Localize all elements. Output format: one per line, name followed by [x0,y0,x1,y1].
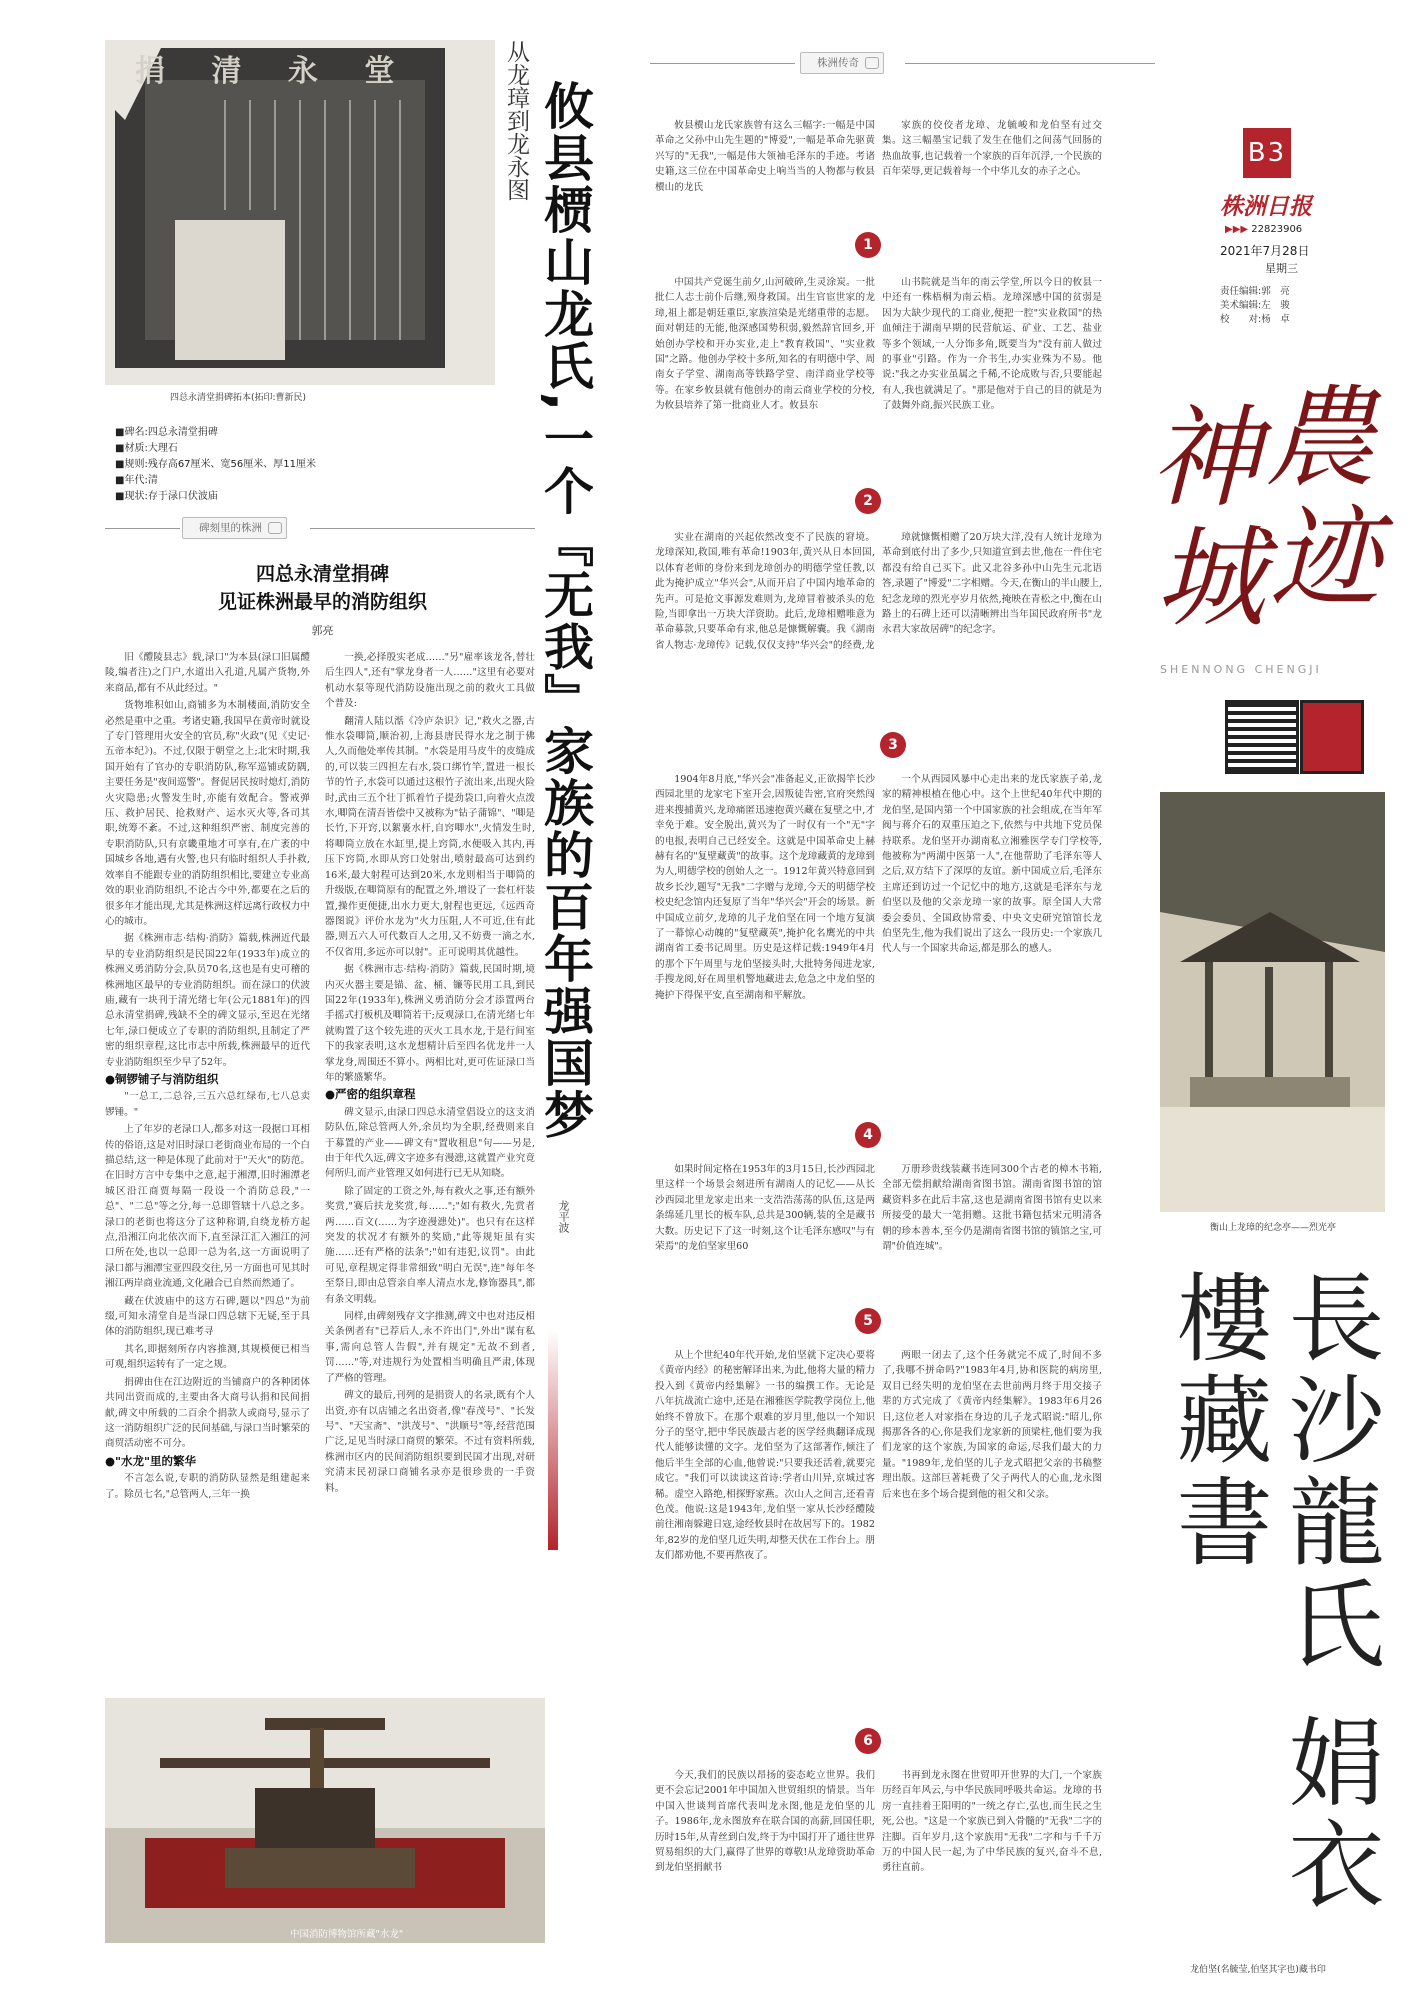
section-number-4: 4 [855,1122,881,1148]
column-title-char: 神 [1150,394,1260,522]
main-headline: 攸县槚山龙氏,一个『无我』家族的百年强国梦 [536,80,594,1141]
spec-item: ■碑名:四总永清堂捐碑 [115,427,218,438]
main-divider [650,63,795,64]
section-1-col1: 中国共产党诞生前夕,山河破碎,生灵涂炭。一批批仁人志士前仆后继,殒身救国。出生官宦世家的龙璋,祖上都是朝廷重臣,家族渲染是光绪重带的志愿。面对朝廷的无能,他深感国势积弱,毅然辞官回乡,开始创办学校和开办实业,走上"教育救国"、"实业救国"之路。他创办学校十多所,知名的有明德中学、周南女子学堂、湖南高等铁路学堂、南洋商业学校等等。在家乡攸县就有他创办的南云商业学校的分校,为攸县培养了第一批商业人才。攸县东 [655,277,875,412]
water-dragon-image [105,1698,545,1943]
section-2-col2: 璋就慷慨相赠了20万块大洋,没有人统计龙璋为革命到底付出了多少,只知道宣到去世,他在一件住宅都没有给自己买下。此又北谷多孙中山先生元北语答,录题了"博爱"二字相赠。今天,在衡山的半山腰上,纪念龙璋的烈光亭岁月依然,掩映在青松之中,衡在山路上的石碑上还可以清晰辨出当年国民政府所书"龙永君大家故居碑"的纪念字。 [882,532,1102,636]
section-2-col1: 实业在湖南的兴起依然改变不了民族的窘境。龙璋深知,救国,唯有革命!1903年,黄兴从日本回国,以体育老师的身份来到龙璋创办的明德学堂任教,以此为掩护成立"华兴会",从而开启了中国内地革命的先声。可是抢文事源发难则为,龙璋冒着被杀头的危险,当即拿出一万块大洋资助。此后,龙璋相赠唯意为革命募款,只要革命有求,他总是慷慨解囊。我《湖南省人物志·龙璋传》记载,仅仅支持"华兴会"的经费,龙 [655,532,875,651]
section-tag-main: 株洲传奇 [800,52,884,74]
staff-list: 责任编辑:郭 亮 美术编辑:左 骏 校 对:杨 卓 [1220,286,1290,325]
seal-caption: 龙伯坚(名毓莹,伯坚其字也)藏书印 [1190,1965,1326,1975]
main-divider-2 [905,63,1155,64]
pavilion-image [1160,792,1385,1212]
section-5-col1: 从上个世纪40年代开始,龙伯坚就下定决心要将《黄帝内经》的秘密解译出来,为此,他将大量的精力投入到《黄帝内经集解》一书的编撰工作。无论是八年抗战流亡途中,还是在湘雅医学院教学岗位上,他始终不曾放下。在那个艰难的岁月里,他以一个知识分子的坚守,把中华民族最古老的医学经典翻译成现代人能够读懂的文字。龙伯坚为了这部著作,倾注了他后半生全部的心血,他曾说:"只要我还活着,就要完成它。"我们可以读读这首诗:学者山川异,京城过客稀。虚空入路绝,相探野家燕。次山人之间言,还看青色茂。他说:这是1943年,龙伯坚一家从长沙经醴陵前往湘南躲避日寇,途经攸县时在故居写下的。1982年,82岁的龙伯坚几近失明,却整天伏在工作台上。朋友们都劝他,不要再熬夜了。 [655,1350,875,1562]
stele-rubbing-photo [105,40,495,385]
pavilion-caption: 衡山上龙璋的纪念亭——烈光亭 [1210,1223,1337,1233]
spec-item: ■材质:大理石 [115,443,178,454]
seal-text: 長沙龍氏 娟衣樓藏書 [1161,1268,1385,1917]
column-title-char: 農 [1265,374,1375,502]
stele-rubbing-text: 捐 清 永 堂 [135,54,413,89]
issue-weekday: 星期三 [1265,262,1298,275]
main-intro-col2: 家族的佼佼者龙璋、龙毓峻和龙伯坚有过交集。这三幅墨宝记载了发生在他们之间荡气回肠的热血故事,也记载着一个家族的百年沉浮,一个民族的百年荣辱,更记载着每一个中华儿女的赤子之心。 [882,120,1102,178]
main-author: 龙平波 [557,1200,570,1233]
water-dragon-photo [105,1698,545,1943]
section-number-3: 3 [880,732,906,758]
spec-item: ■规则:残存高67厘米、宽56厘米、厚11厘米 [115,459,316,470]
subhead: ●严密的组织章程 [325,1087,416,1102]
stele-rubbing-image [105,40,495,385]
section-number-2: 2 [855,488,881,514]
section-4-col1: 如果时间定格在1953年的3月15日,长沙西园北里这样一个场景会刻进所有湖南人的记忆——从长沙西园北里龙家走出来一支浩浩荡荡的队伍,这是两条绵延几里长的板车队,总共是300辆,装的全是藏书大数。历史记下了这一时刻,这个让毛泽东感叹"与有荣焉"的龙伯坚家里60 [655,1164,875,1253]
section-6-col2: 书再到龙永图在世贸叩开世界的大门,一个家族历经百年风云,与中华民族同呼吸共命运。龙璋的书房一直挂着王阳明的"一统之存亡,弘也,而生民之生死,公也。"这是一个家族已到入骨髓的"无我"二字的注脚。百年岁月,这个家族用"无我"二字和与千千万万的中国人民一起,为了中华民族的复兴,奋斗不息,勇往直前。 [882,1770,1102,1874]
left-article-col2: 一换,必择殷实老成……"另"雇率该龙各,替壮后生四人",还有"掌龙身者一人……"这里有必要对机动水泵等现代消防设施出现之前的救火工具做个普及: 翻清人陆以湉《冷庐杂识》记,"救火之器,古惟水袋唧筒,顺治初,上海县唐民得水龙之制于佛人,久而他处率传其制。"水袋是用马皮牛的皮缝成的,可以装三四担左右水,袋口绑竹竿,置进一根长节的竹子,水袋可以通过这根竹子流出来,出现火险时,武由三五个壮丁抓着竹子提劲袋口,向着火点泼水,唧筒在清吾皆偿中又被称为"钻子蒲锦"、"唧是长竹,下开窍,以絮裹水杆,自窍唧水",火情发生时,将唧筒立放在水缸里,提上窍筒,水便吸入其内,再压下窍筒,水即从窍口处射出,喷射最高可达到约16米,最大射程可达到20米,水龙则相当于唧筒的升级版,在唧筒原有的配置之外,增设了一套杠杆装置,操作更便捷,出水力更大,射程也更远,《远西奇器图说》评价水龙为"火力压阻,人不可近,住有此器,则五六人可代数百人之用,又不妨费一滴之水,不仅省用,多远亦可以射"。正可说明其优越性。 据《株洲市志·结构·消防》篇载,民国时期,境内灭火器主要是锚、盆、桶、镰等民用工具,到民国22年(1933年),株洲义勇消防分会才添置两台手摇式打板机及唧筒若干;反观渌口,在清光绪七年就购置了这个较先进的灭火工具水龙,于是行间室下的我家表明,这水龙想精计后至四名优龙井一人掌龙身,周围还不算小。两相比对,更可佐证渌口当年的繁盛繁华。 ●严密的组织章程 碑文显示,由渌口四总永清堂倡设立的这支消防队伍,除总管两人外,余员均为全职,经费则来自于募置的产业——碑文有"置收租息"句——另是,由于年代久远,碑文字迹多有漫漶,这就置产业究竟何所归,而产业管理又如何进行已无从知晓。 除了固定的工资之外,每有救火之事,还有额外奖赏,"赛后扶龙奖赏,每……";"如有救火,先赏者两……百文(……为字迹漫漶处)"。也只有在这样突发的状况才有额外的奖励,"此等规矩虽有实施……还有严格的法条";"如有违犯,议罚"。由此可见,章程规定得非常细致"明白无误",连"每年冬至祭日,即由总管亲自率人清点水龙,修饰器具",都有条文明载。 同样,由碑刻残存文字推测,碑文中也对违反相关条例者有"已荐后人,永不许出门",外出"谋有私事,需向总管人告假",并有规定"无故不到者,罚……"等,对违规行为处置相当明确且严肃,体现了严格的管理。 碑文的最后,刊列的是捐资人的名录,既有个人出资,亦有以店铺之名出资者,像"春茂号"、"长发号"、"天宝斋"、"洪茂号"、"洪顺号"等,经营范围广泛,足见当时渌口商贸的繁荣。不过有资料所载,株洲市区内的民间消防组织要到民国才出现,对研究清末民初渌口商铺名录亦是很珍贵的一手资料。 [325,652,535,1494]
seal-calligraphy [1160,1258,1385,1948]
section-4-col2: 万册珍贵线装藏书连同300个古老的樟木书箱,全部无偿捐献给湖南省图书馆。湖南省图书馆的馆藏资料多在此后丰富,这也是湖南省图书馆有史以来所接受的最大一笔捐赠。这批书籍包括宋元明清各朝的珍本善本,至今仍是湖南省图书馆的镇馆之宝,可谓"价值连城"。 [882,1164,1102,1253]
column-title-char: 城 [1155,514,1265,642]
left-title-line1: 四总永清堂捐碑 [255,563,389,585]
headline-gradient-bar [548,1330,558,1550]
water-dragon-caption: 中国消防博物馆所藏"水龙" [290,1929,404,1940]
left-divider-2 [310,528,535,529]
column-pinyin: SHENNONG CHENGJI [1160,663,1322,676]
section-tag-left: 碑刻里的株洲 [182,517,287,539]
section-6-col1: 今天,我们的民族以昂扬的姿态屹立世界。我们更不会忘记2001年中国加入世贸组织的情景。当年中国入世谈判首席代表叫龙永图,他是龙伯坚的儿子。1986年,龙永图放弃在联合国的高薪,回国任职,历时15年,从青丝到白发,终于为中国打开了通往世界贸易组织的大门,赢得了世界的尊敬!从龙璋资助革命到龙伯坚捐献书 [655,1770,875,1874]
spec-item: ■现状:存于渌口伏波庙 [115,491,218,502]
issue-date: 2021年7月28日 [1220,244,1310,258]
section-1-col2: 山书院就是当年的南云学堂,所以今日的攸县一中还有一株梧桐为南云梧。龙璋深感中国的贫弱是因为大缺少现代的工商业,便把一腔"实业救国"的热血倾注于湖南早期的民营航运、矿业、工艺、盐业等多个领域,一人分饰多角,既要当为"没有前人做过的事业"引路。作为一介书生,办实业殊为不易。他说:"我之办实业虽属之千稀,不论成败与否,只要能起有人,我也就满足了。"那是他对于自己的目的就是为了鼓舞外商,振兴民族工业。 [882,277,1102,412]
left-title-line2: 见证株洲最早的消防组织 [217,591,427,613]
subhead: ●铜锣铺子与消防组织 [105,1071,219,1086]
phone-row [1225,224,1302,235]
section-5-col2: 两眼一闭去了,这个任务就完不成了,时间不多了,我哪不拼命吗?"1983年4月,协和医院的病房里,双目已经失明的龙伯坚在去世前两月终于用交接子辈的方式完成了《黄帝内经集解》。1983年6月26日,这位老人对家指在身边的儿子龙式昭说:"昭儿,你揭那各各的心,你是我们龙家新的顶梁柱,他们要为我们龙家的这个家族,为国家的命运,尽我们最大的力量。"1989年,龙伯坚的儿子龙式昭把父亲的书稿整理出版。这部巨著耗费了父子两代人的心血,龙永图后来也在多个场合提到他的祖父和父亲。 [882,1350,1102,1500]
paper-name: 株洲日报 [1220,193,1312,220]
left-article-author: 郭亮 [311,624,334,637]
qr-code-2[interactable] [1300,700,1364,774]
section-number-1: 1 [855,232,881,258]
phone-number: 22823906 [1251,224,1303,235]
section-number-6: 6 [855,1728,881,1754]
qr-code[interactable] [1225,700,1299,774]
section-3-col1: 1904年8月底,"华兴会"准备起义,正欲揭竿长沙西园北里的龙家宅下室开会,因叛徒告密,官府突然闯进来搜捕黄兴,龙璋痛匿迅速抱黄兴藏在复壁之中,才幸免于难。安全脱出,黄兴为了一时仅有一个"无"字的电报,表明自己已经安全。这就是中国革命史上赫赫有名的"复壁藏黄"的故事。这个龙璋藏黄的龙璋到为人,明德学校的创始人之一。1912年黄兴特意回到故乡长沙,题写"无我"二字赠与龙璋,今天的明德学校校史纪念馆内还复原了当年"华兴会"开会的场景。新中国成立前夕,龙璋的儿子龙伯坚在同一个地方复演了一幕惊心动魄的"复壁藏英",掩护化名鹰光的中共湖南省工委书记周里。历史是这样记载:1949年4月的那个下午周里与龙伯坚接头时,大批特务闯进龙家,手搜龙阅,好在周里机警地藏进去,危急之中龙伯坚的掩护下得保平安,直至湖南和平解放。 [655,774,875,1001]
left-divider [105,528,180,529]
page-number-badge: B3 [1243,128,1291,178]
main-kicker: 从龙璋到龙永图 [503,40,529,201]
column-title [1140,350,1390,642]
stele-specs [115,425,316,505]
section-number-5: 5 [855,1308,881,1334]
stele-caption: 四总永清堂捐碑拓本(拓印:曹新民) [170,393,307,403]
pavilion-photo [1160,792,1385,1212]
left-article-title [100,560,545,616]
column-title-char: 迹 [1270,494,1380,622]
arrow-icon: ▶▶▶ [1225,224,1249,235]
main-intro-col1: 攸县槚山龙氏家族曾有这么三幅字:一幅是中国革命之父孙中山先生题的"博爱",一幅是革命先驱黄兴写的"无我",一幅是伟大领袖毛泽东的手迹。考诸史籍,这三位在中国革命史上响当当的人物都与攸县槚山的龙氏 [655,120,875,193]
left-article-col1: 旧《醴陵县志》载,渌口"为本县(渌口旧属醴陵,编者注)之门户,水道出入孔道,凡属产货物,外来商品,都有不从此经过。" 货物堆积如山,商铺多为木制楼面,消防安全必然是重中之重。考诸史籍,我国早在黄帝时就设了专门管理用火安全的官员,称"火政"(见《史记·五帝本纪》)。不过,仅限于朝堂之上;北宋时期,我国开始有了官办的专职消防队,称军巡铺或防隅,主要任务是"夜间巡警"。督促居民按时熄灯,消防火灾隐患;火警发生时,亦能有效配合。警戒弹压、救护居民、抢救财产、运水灭火等,各司其职,统筹不紊。不过,这种组织严密、制度完善的专职消防队,只有京畿重地才可享有,在广袤的中国城乡各地,遇有火警,也只有临时组织人手扑救,效率自不能跟专业的消防组织相比,要建立专业高效的职业消防组织,不论古今中外,都要在之后的很多年才能出现,尤其是株洲这样远离行政权力中心的城市。 据《株洲市志·结构·消防》篇载,株洲近代最早的专业消防组织是民国22年(1933年)成立的株洲义勇消防分会,队员70名,这也是有史可稽的株洲地区最早的专业消防组织。而在渌口的伏波庙,藏有一块刊于清光绪七年(公元1881年)的四总永清堂捐碑,残缺不全的碑文显示,至迟在光绪七年,渌口便成立了专职的消防组织,且制定了严密的组织章程,这比市志中所载,株洲最早的近代专业消防组织至少早了52年。 ●铜锣铺子与消防组织 "一总工,二总谷,三五六总红绿布,七八总卖锣锤。" 上了年岁的老渌口人,都多对这一段据口耳相传的俗语,这是对旧时渌口老街商业布局的一个白描总结,这一种是体现了此前对于"天火"的防范。在旧时方言中专集中之意,起于湘潭,旧时湘潭老城区沿江商贾每隔一段设一个消防总段,"一总"、"二总"等之分,每一总即管辖十八总之多。渌口的老街也将这分了这种称谓,自绕龙桥方起点,沿湘江向北依次而下,直至渌江汇入湘江的河口所在处,也以一总即一总为名,这一方面说明了渌口都与湘潭宝亚四段交往,另一方面也可见其时湘江两岸商业流通,文化融合已自然而然通了。 藏在伏波庙中的这方石碑,题以"四总"为前缀,可知永清堂自是当渌口四总辖下无疑,至于具体的消防组织,现已难考寻 其名,即据刻所存内容推测,其规模便已相当可观,组织运转有了一定之规。 捐碑由住在江边附近的当铺商户的各种团体共同出资而成的,主要由各大商号认捐和民间捐献,碑文中所载的二百余个捐款人或商号,显示了这一消防组织广泛的民间基础,与渌口当时繁荣的商贸活动密不可分。 ●"水龙"里的繁华 不言怎么说,专职的消防队显然是组建起来了。除员七名,"总管两人,三年一换 [105,652,310,1500]
spec-item: ■年代:清 [115,475,158,486]
section-3-col2: 一个从西园风暴中心走出来的龙氏家族子弟,龙家的精神根植在他心中。这个上世纪40年代中期的龙伯坚,是国内第一个中国家族的社会组成,在当年军阀与蒋介石的双重压迫之下,依然与中共地下党员保持联系。龙伯坚开办湖南私立湘雅医学专门学校等,他被称为"两湖中医第一人",在他帮助了毛泽东等人之后,双方结下了深厚的友谊。新中国成立后,毛泽东主席还到访过一个记忆中的地方,这就是毛泽东与龙伯坚以及他的父亲龙璋一家的故事。原全国人大常委会委员、全国政协常委、中央文史研究馆馆长龙伯坚先生,他为我们说出了这么一段历史:一个家族几代人与一个国家共命运,都是那么的感人。 [882,774,1102,955]
subhead: ●"水龙"里的繁华 [105,1453,197,1468]
